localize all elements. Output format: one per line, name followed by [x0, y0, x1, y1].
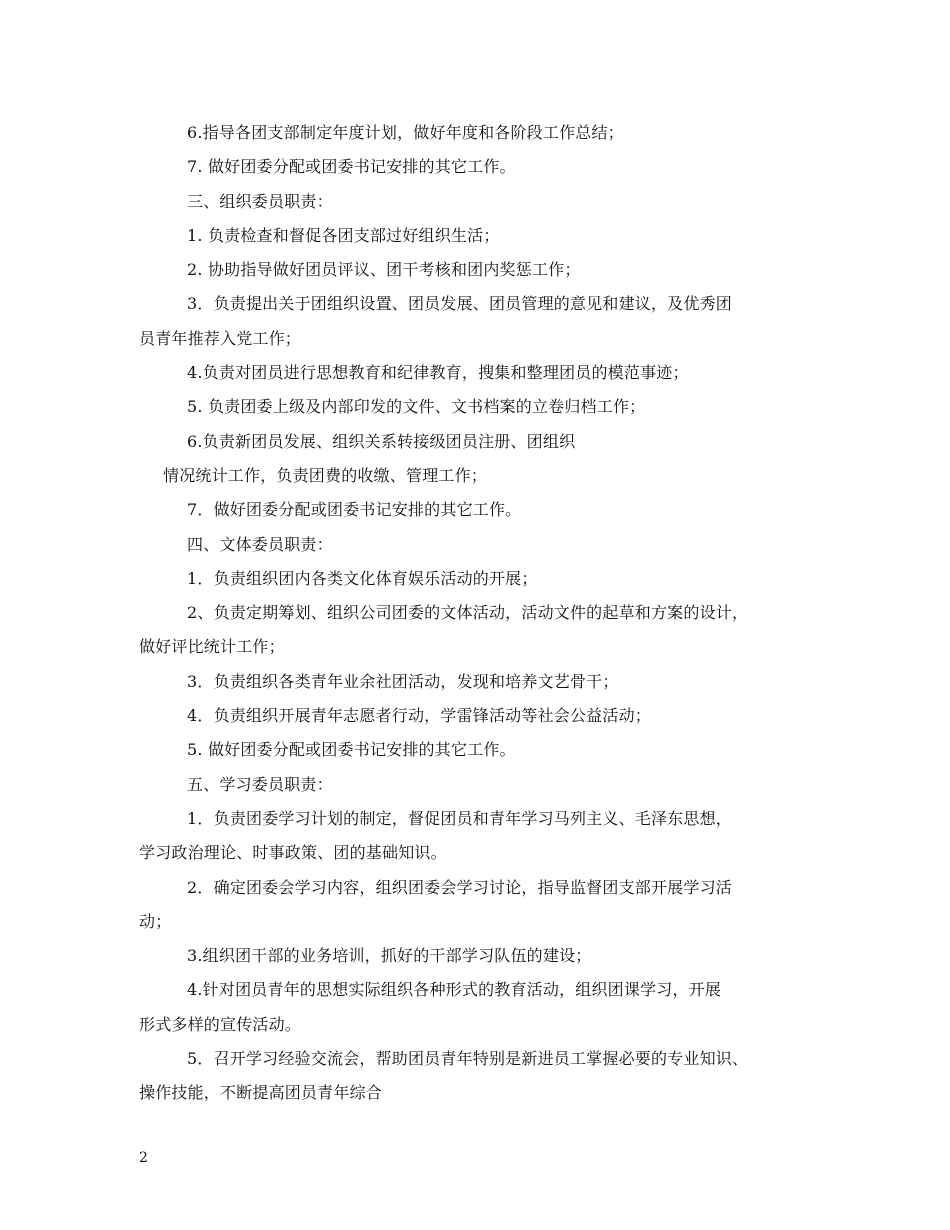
text-line: 形式多样的宣传活动。	[139, 1014, 302, 1034]
section-heading: 五、学习委员职责：	[187, 774, 333, 794]
text-line: 3．负责提出关于团组织设置、团员发展、团员管理的意见和建议，及优秀团	[187, 294, 732, 314]
section-heading: 四、文体委员职责：	[187, 534, 333, 554]
text-line: 3.组织团干部的业务培训，抓好的干部学习队伍的建设；	[187, 946, 592, 966]
text-line: 2. 协助指导做好团员评议、团干考核和团内奖惩工作；	[187, 260, 581, 280]
text-line: 4.负责对团员进行思想教育和纪律教育，搜集和整理团员的模范事迹；	[187, 363, 689, 383]
text-line: 6.负责新团员发展、组织关系转接级团员注册、团组织	[187, 431, 576, 451]
text-line: 4．负责组织开展青年志愿者行动，学雷锋活动等社会公益活动；	[187, 706, 651, 726]
text-line: 3．负责组织各类青年业余社团活动，发现和培养文艺骨干；	[187, 671, 619, 691]
text-line: 7．做好团委分配或团委书记安排的其它工作。	[187, 500, 522, 520]
text-line: 学习政治理论、时事政策、团的基础知识。	[139, 843, 447, 863]
text-line: 2、负责定期筹划、组织公司团委的文体活动，活动文件的起草和方案的设计，	[187, 603, 749, 623]
text-line: 5. 做好团委分配或团委书记安排的其它工作。	[187, 740, 516, 760]
text-line: 做好评比统计工作；	[139, 637, 285, 657]
text-line: 5．召开学习经验交流会，帮助团员青年特别是新进员工掌握必要的专业知识、	[187, 1049, 749, 1069]
text-line: 4.针对团员青年的思想实际组织各种形式的教育活动，组织团课学习，开展	[187, 980, 722, 1000]
text-line: 7. 做好团委分配或团委书记安排的其它工作。	[187, 157, 516, 177]
text-line: 6.指导各团支部制定年度计划，做好年度和各阶段工作总结；	[187, 123, 624, 142]
text-line: 操作技能，不断提高团员青年综合	[139, 1083, 383, 1103]
page-number: 2	[139, 1150, 148, 1166]
section-heading: 三、组织委员职责：	[187, 191, 333, 211]
text-line: 2．确定团委会学习内容，组织团委会学习讨论，指导监督团支部开展学习活	[187, 877, 732, 897]
text-line: 1．负责组织团内各类文化体育娱乐活动的开展；	[187, 568, 538, 588]
text-line: 动；	[139, 911, 172, 931]
document-body	[139, 116, 829, 1111]
text-line: 情况统计工作，负责团费的收缴、管理工作；	[163, 465, 488, 485]
text-line: 1．负责团委学习计划的制定，督促团员和青年学习马列主义、毛泽东思想，	[187, 808, 732, 828]
text-line: 5. 负责团委上级及内部印发的文件、文书档案的立卷归档工作；	[187, 397, 646, 417]
text-line: 员青年推荐入党工作；	[139, 328, 302, 348]
text-line: 1. 负责检查和督促各团支部过好组织生活；	[187, 225, 500, 245]
